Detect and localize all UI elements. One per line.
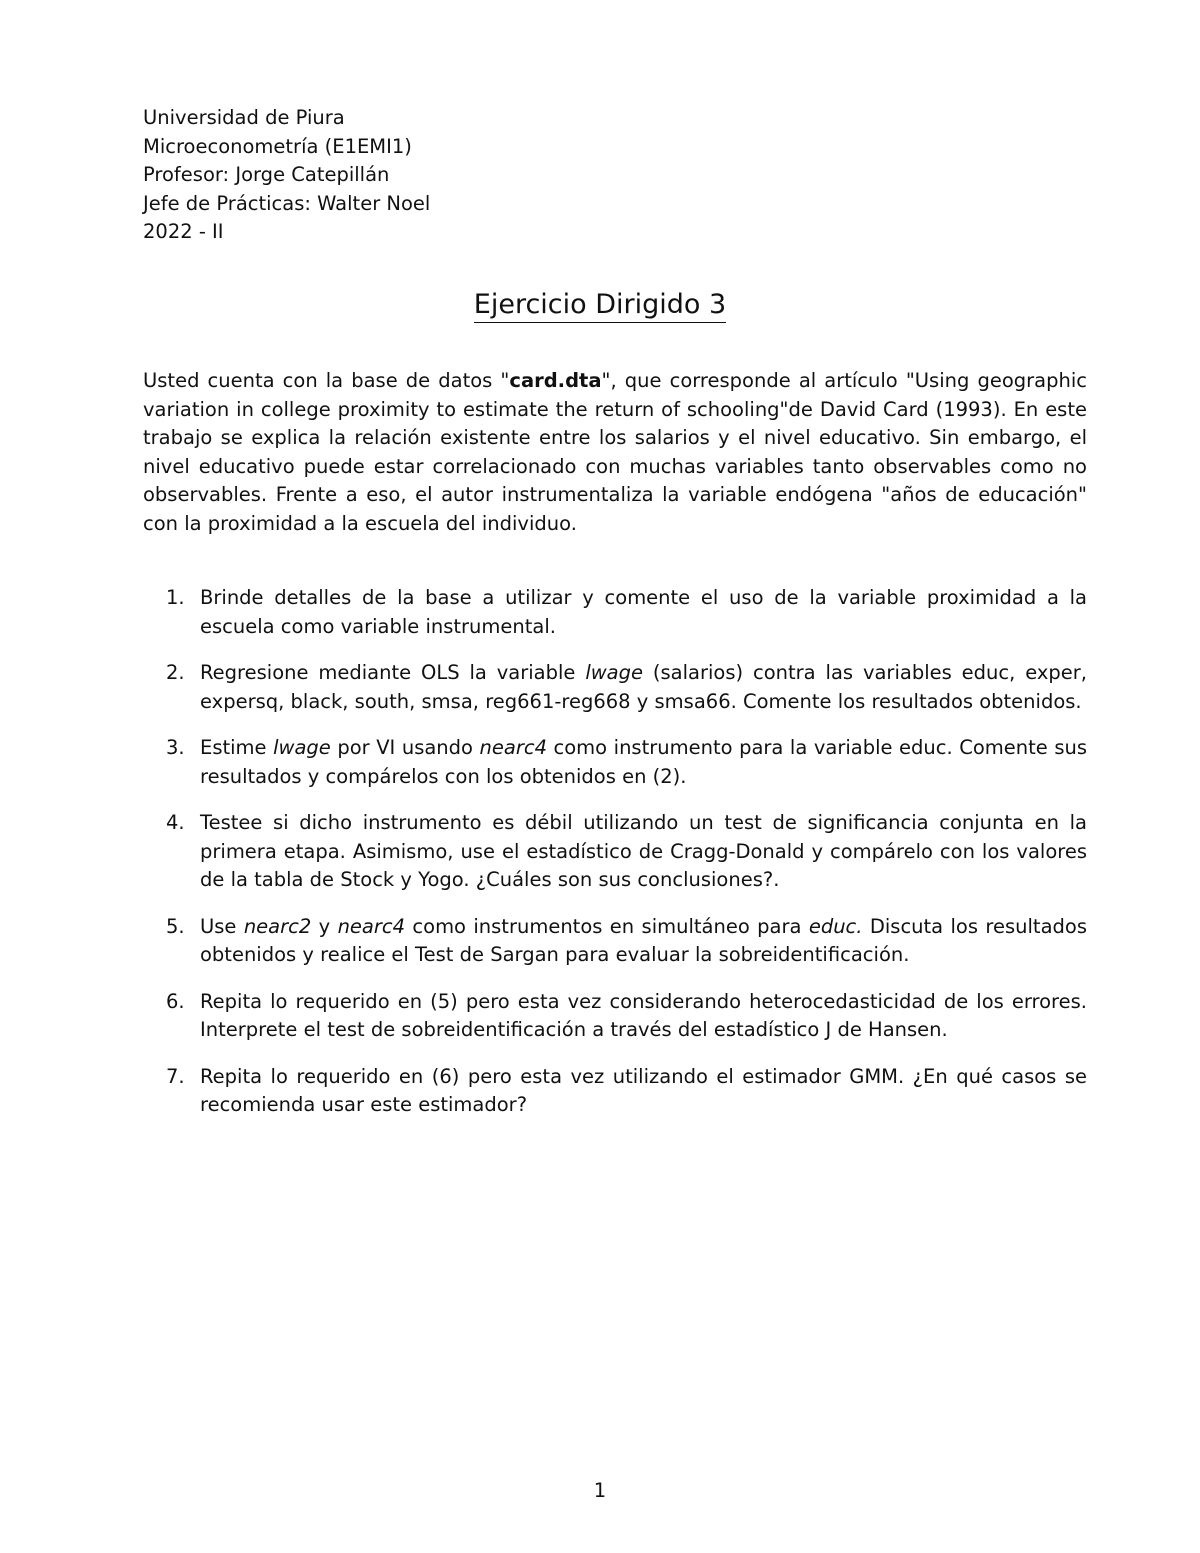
question-text: como instrumento para la variable educ. Comente sus resultados y compárelos con los obtenidos en (2). [200, 736, 1087, 788]
academic-term: 2022 - II [143, 220, 224, 243]
question-text: por VI usando [330, 736, 480, 759]
question-text: Discuta los resultados obtenidos y realice el Test de Sargan para evaluar la sobreidentificación. [200, 914, 1087, 966]
document-title: Ejercicio Dirigido 3 [474, 288, 726, 323]
question-text: y [311, 914, 338, 938]
question-item [143, 913, 1087, 970]
question-number: 5. [166, 914, 185, 938]
document-header [143, 104, 430, 247]
question-text: Use [200, 914, 244, 938]
question-item [143, 809, 1087, 895]
question-number: 6. [166, 989, 185, 1013]
question-text: (salarios) contra las variables educ, exper, expersq, black, south, smsa, reg661-reg668 y smsa66. Comente los resultados obtenidos. [200, 661, 1087, 713]
question-item [143, 584, 1087, 641]
question-text: Estime [200, 736, 274, 759]
question-number: 7. [166, 1064, 185, 1088]
question-item [143, 1063, 1087, 1120]
course-name: Microeconometría (E1EMI1) [143, 134, 412, 158]
question-text: Repita lo requerido en (6) pero esta vez utilizando el estimador GMM. ¿En qué casos se recomienda usar este estimador? [200, 1064, 1087, 1116]
question-number: 2. [166, 661, 185, 684]
professor-name: Profesor: Jorge Catepillán [143, 163, 390, 186]
variable-name: nearc4 [479, 736, 547, 759]
intro-text-rest: ", que corresponde al artículo "Using geographic variation in college proximity to estimate the return of schooling"de David Card (1993). En este trabajo se explica la relación existente entre los salarios y el nivel educativo. Sin embargo, el nivel educativo puede estar correlacionado con muchas variables tanto observables como no observables. Frente a eso, el autor instrumentaliza la variable endógena "años de educación" con la proximidad a la escuela del individuo. [143, 369, 1087, 535]
variable-name: nearc2 [243, 914, 312, 938]
question-text: Brinde detalles de la base a utilizar y comente el uso de la variable proximidad a la escuela como variable instrumental. [200, 586, 1087, 638]
intro-paragraph [143, 367, 1087, 538]
question-text: Regresione mediante OLS la variable [200, 661, 586, 684]
question-text: como instrumentos en simultáneo para [405, 914, 809, 938]
question-text: Testee si dicho instrumento es débil utilizando un test de significancia conjunta en la primera etapa. Asimismo, use el estadístico de Cragg-Donald y compárelo con los valores de la tabla de Stock y Yogo. ¿Cuáles son sus conclusiones?. [200, 811, 1087, 891]
document-title-container [0, 287, 1200, 323]
intro-text-start: Usted cuenta con la base de datos " [143, 369, 510, 392]
variable-name: lwage [585, 661, 644, 684]
question-item [143, 659, 1087, 716]
page-number: 1 [593, 1479, 607, 1502]
variable-name: educ. [808, 914, 863, 938]
variable-name: nearc4 [337, 914, 406, 938]
question-item [143, 734, 1087, 791]
question-text: Repita lo requerido en (5) pero esta vez considerando heterocedasticidad de los errores. Interprete el test de sobreidentificación a través del estadístico J de Hansen. [200, 989, 1087, 1041]
dataset-name: card.dta [509, 369, 602, 392]
question-number: 4. [166, 811, 185, 834]
university-name: Universidad de Piura [143, 106, 345, 129]
question-number: 1. [166, 586, 185, 609]
question-number: 3. [166, 736, 185, 759]
variable-name: lwage [273, 736, 331, 759]
question-list [143, 584, 1087, 1138]
question-item [143, 988, 1087, 1045]
assistant-name: Jefe de Prácticas: Walter Noel [143, 191, 431, 215]
